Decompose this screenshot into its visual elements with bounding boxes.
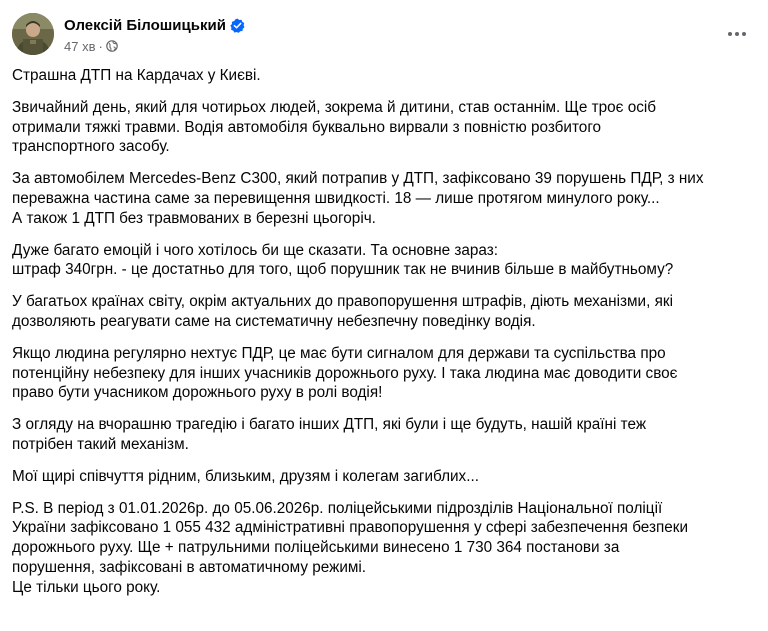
post-paragraph: Мої щирі співчуття рідним, близьким, друзям і колегам загиблих...	[12, 467, 479, 485]
verified-badge-icon	[230, 18, 245, 33]
post-paragraph: Страшна ДТП на Кардачах у Києві.	[12, 67, 261, 84]
time-row	[64, 36, 245, 56]
post-text	[12, 66, 758, 598]
post-paragraph: У багатьох країнах світу, окрім актуальних до правопорушення штрафів, діють механізми, які дозволяють реагувати саме на систематичну небезпечну поведінку водія.	[12, 293, 673, 330]
author-row	[64, 14, 245, 36]
more-options-button[interactable]	[722, 18, 752, 48]
globe-icon[interactable]	[106, 40, 118, 52]
post-paragraph: За автомобілем Mercedes-Benz С300, який потрапив у ДТП, зафіксовано 39 порушень ПДР, з них переважна частина саме за перевищення швидкості. 18 — лише протягом минулого року... А також 1 ДТП без травмованих в березні цьогоріч.	[12, 170, 704, 227]
post-paragraph: P.S. В період з 01.01.2026р. до 05.06.2026р. поліцейськими підрозділів Національної поліції України зафіксовано 1 055 432 адміністративні правопорушення у сфері забезпечення безпеки дорожнього руху. Ще + патрульними поліцейськими винесено 1 730 364 постанови за порушення, зафіксовані в автоматичному режимі. Це тільки цього року.	[12, 499, 689, 596]
post-paragraph: Звичайний день, який для чотирьох людей, зокрема й дитини, став останнім. Ще троє осіб отримали тяжкі травми. Водія автомобіля буквально вирвали з повністю розбитого транспортного засобу.	[12, 98, 657, 156]
post-paragraph: Якщо людина регулярно нехтує ПДР, це має бути сигналом для держави та суспільства про потенційну небезпеку для інших учасників дорожнього руху. І така людина має доводити своє право бути учасником дорожнього руху в ролі водія!	[12, 344, 678, 402]
separator-dot: ·	[98, 38, 103, 54]
author-avatar[interactable]	[12, 13, 54, 55]
post-timestamp[interactable]: 47 хв	[64, 38, 96, 54]
author-name[interactable]: Олексій Білошицький	[64, 16, 226, 34]
post-header	[12, 12, 756, 60]
post-paragraph: Дуже багато емоцій і чого хотілось би ще сказати. Та основне зараз: штраф 340грн. - це достатньо для того, щоб порушник так не вчинив більше в майбутньому?	[12, 241, 674, 279]
avatar-photo-icon	[12, 13, 54, 55]
more-horizontal-icon	[727, 24, 747, 42]
post-paragraph: З огляду на вчорашню трагедію і багато інших ДТП, які були і ще будуть, нашій країні теж потрібен такий механізм.	[12, 416, 647, 453]
post-meta	[64, 14, 245, 56]
